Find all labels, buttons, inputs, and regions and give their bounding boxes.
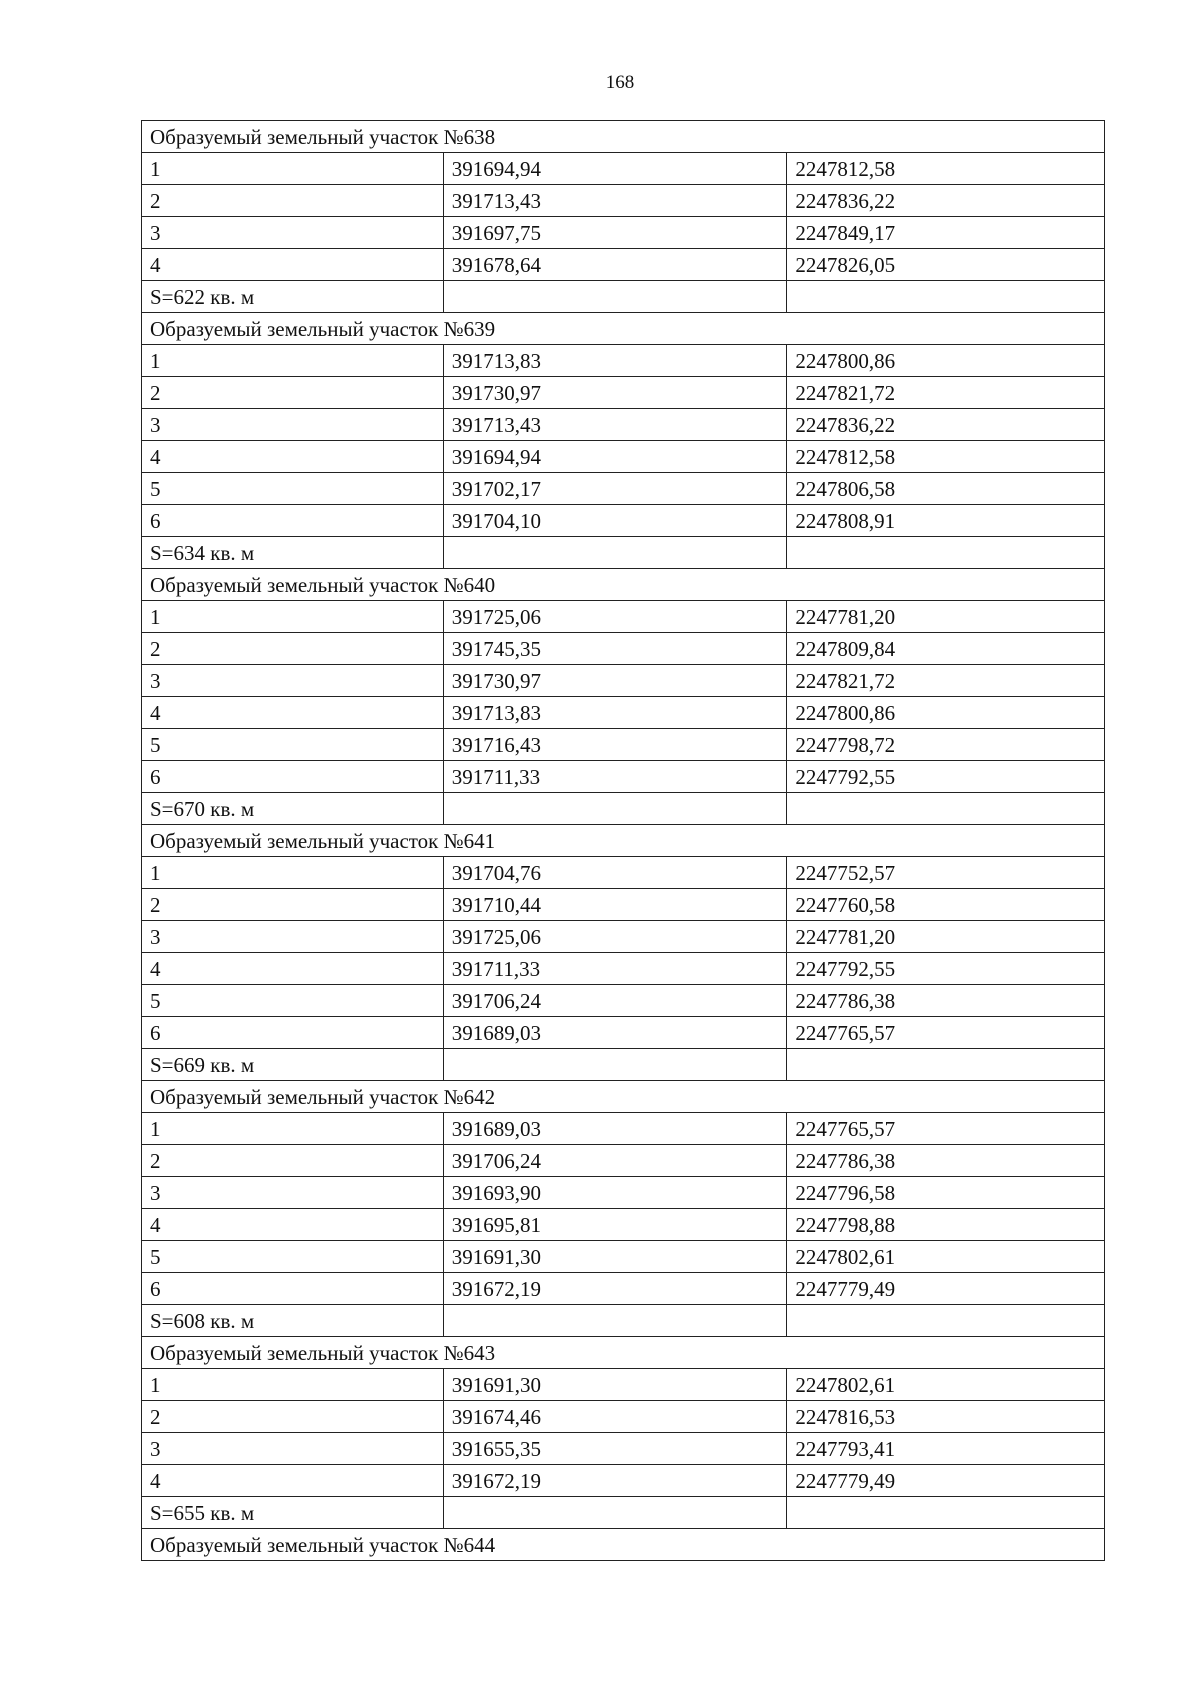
empty-cell xyxy=(787,1497,1105,1529)
parcel-title-row xyxy=(142,1529,1105,1561)
point-number-cell: 3 xyxy=(142,665,444,697)
point-row xyxy=(142,1113,1105,1145)
x-coordinate-cell: 391706,24 xyxy=(443,985,787,1017)
y-coordinate-cell: 2247849,17 xyxy=(787,217,1105,249)
x-coordinate-cell: 391711,33 xyxy=(443,953,787,985)
parcel-title-row xyxy=(142,121,1105,153)
x-coordinate-cell: 391689,03 xyxy=(443,1017,787,1049)
point-row xyxy=(142,217,1105,249)
parcel-title-row xyxy=(142,1337,1105,1369)
parcel-title-row xyxy=(142,825,1105,857)
y-coordinate-cell: 2247796,58 xyxy=(787,1177,1105,1209)
point-row xyxy=(142,249,1105,281)
point-row xyxy=(142,1241,1105,1273)
point-number-cell: 2 xyxy=(142,377,444,409)
point-number-cell: 5 xyxy=(142,729,444,761)
area-cell: S=669 кв. м xyxy=(142,1049,444,1081)
point-row xyxy=(142,1209,1105,1241)
point-row xyxy=(142,921,1105,953)
point-row xyxy=(142,473,1105,505)
x-coordinate-cell: 391672,19 xyxy=(443,1273,787,1305)
point-number-cell: 4 xyxy=(142,249,444,281)
x-coordinate-cell: 391655,35 xyxy=(443,1433,787,1465)
x-coordinate-cell: 391702,17 xyxy=(443,473,787,505)
point-number-cell: 3 xyxy=(142,1177,444,1209)
point-row xyxy=(142,633,1105,665)
y-coordinate-cell: 2247809,84 xyxy=(787,633,1105,665)
point-number-cell: 4 xyxy=(142,697,444,729)
point-number-cell: 2 xyxy=(142,1401,444,1433)
point-number-cell: 3 xyxy=(142,217,444,249)
point-row xyxy=(142,505,1105,537)
point-number-cell: 1 xyxy=(142,1113,444,1145)
point-row xyxy=(142,185,1105,217)
point-row xyxy=(142,697,1105,729)
y-coordinate-cell: 2247812,58 xyxy=(787,441,1105,473)
empty-cell xyxy=(443,1305,787,1337)
x-coordinate-cell: 391745,35 xyxy=(443,633,787,665)
y-coordinate-cell: 2247779,49 xyxy=(787,1273,1105,1305)
y-coordinate-cell: 2247806,58 xyxy=(787,473,1105,505)
point-number-cell: 3 xyxy=(142,1433,444,1465)
empty-cell xyxy=(787,537,1105,569)
point-number-cell: 6 xyxy=(142,505,444,537)
empty-cell xyxy=(443,1497,787,1529)
point-number-cell: 2 xyxy=(142,889,444,921)
point-number-cell: 1 xyxy=(142,857,444,889)
point-number-cell: 4 xyxy=(142,953,444,985)
y-coordinate-cell: 2247826,05 xyxy=(787,249,1105,281)
empty-cell xyxy=(787,1049,1105,1081)
empty-cell xyxy=(443,537,787,569)
point-row xyxy=(142,441,1105,473)
y-coordinate-cell: 2247812,58 xyxy=(787,153,1105,185)
area-cell: S=655 кв. м xyxy=(142,1497,444,1529)
point-row xyxy=(142,761,1105,793)
y-coordinate-cell: 2247781,20 xyxy=(787,921,1105,953)
area-row xyxy=(142,281,1105,313)
y-coordinate-cell: 2247765,57 xyxy=(787,1113,1105,1145)
parcel-title-row xyxy=(142,1081,1105,1113)
point-number-cell: 6 xyxy=(142,1017,444,1049)
empty-cell xyxy=(443,793,787,825)
y-coordinate-cell: 2247802,61 xyxy=(787,1241,1105,1273)
empty-cell xyxy=(443,281,787,313)
point-row xyxy=(142,729,1105,761)
point-row xyxy=(142,377,1105,409)
point-row xyxy=(142,1465,1105,1497)
point-row xyxy=(142,1401,1105,1433)
x-coordinate-cell: 391713,83 xyxy=(443,697,787,729)
y-coordinate-cell: 2247798,88 xyxy=(787,1209,1105,1241)
x-coordinate-cell: 391716,43 xyxy=(443,729,787,761)
point-row xyxy=(142,345,1105,377)
point-number-cell: 5 xyxy=(142,985,444,1017)
point-row xyxy=(142,153,1105,185)
point-row xyxy=(142,857,1105,889)
empty-cell xyxy=(787,793,1105,825)
x-coordinate-cell: 391697,75 xyxy=(443,217,787,249)
point-number-cell: 2 xyxy=(142,633,444,665)
point-number-cell: 2 xyxy=(142,185,444,217)
x-coordinate-cell: 391704,10 xyxy=(443,505,787,537)
x-coordinate-cell: 391691,30 xyxy=(443,1241,787,1273)
y-coordinate-cell: 2247836,22 xyxy=(787,185,1105,217)
parcel-title: Образуемый земельный участок №643 xyxy=(142,1337,1105,1369)
point-number-cell: 2 xyxy=(142,1145,444,1177)
y-coordinate-cell: 2247760,58 xyxy=(787,889,1105,921)
x-coordinate-cell: 391711,33 xyxy=(443,761,787,793)
point-row xyxy=(142,409,1105,441)
parcel-title-row xyxy=(142,569,1105,601)
point-number-cell: 5 xyxy=(142,1241,444,1273)
y-coordinate-cell: 2247808,91 xyxy=(787,505,1105,537)
empty-cell xyxy=(787,281,1105,313)
area-cell: S=622 кв. м xyxy=(142,281,444,313)
point-number-cell: 4 xyxy=(142,441,444,473)
y-coordinate-cell: 2247752,57 xyxy=(787,857,1105,889)
x-coordinate-cell: 391730,97 xyxy=(443,377,787,409)
x-coordinate-cell: 391691,30 xyxy=(443,1369,787,1401)
y-coordinate-cell: 2247792,55 xyxy=(787,761,1105,793)
y-coordinate-cell: 2247786,38 xyxy=(787,1145,1105,1177)
y-coordinate-cell: 2247802,61 xyxy=(787,1369,1105,1401)
x-coordinate-cell: 391725,06 xyxy=(443,601,787,633)
y-coordinate-cell: 2247798,72 xyxy=(787,729,1105,761)
x-coordinate-cell: 391694,94 xyxy=(443,153,787,185)
x-coordinate-cell: 391689,03 xyxy=(443,1113,787,1145)
parcel-title: Образуемый земельный участок №642 xyxy=(142,1081,1105,1113)
x-coordinate-cell: 391694,94 xyxy=(443,441,787,473)
y-coordinate-cell: 2247792,55 xyxy=(787,953,1105,985)
point-number-cell: 4 xyxy=(142,1209,444,1241)
area-row xyxy=(142,1049,1105,1081)
point-row xyxy=(142,1145,1105,1177)
parcel-title: Образуемый земельный участок №638 xyxy=(142,121,1105,153)
x-coordinate-cell: 391713,43 xyxy=(443,409,787,441)
point-number-cell: 4 xyxy=(142,1465,444,1497)
x-coordinate-cell: 391678,64 xyxy=(443,249,787,281)
y-coordinate-cell: 2247786,38 xyxy=(787,985,1105,1017)
coordinates-table xyxy=(141,120,1105,1561)
parcel-title: Образуемый земельный участок №644 xyxy=(142,1529,1105,1561)
point-number-cell: 3 xyxy=(142,921,444,953)
area-cell: S=608 кв. м xyxy=(142,1305,444,1337)
parcel-title: Образуемый земельный участок №640 xyxy=(142,569,1105,601)
x-coordinate-cell: 391704,76 xyxy=(443,857,787,889)
area-row xyxy=(142,537,1105,569)
point-number-cell: 6 xyxy=(142,761,444,793)
y-coordinate-cell: 2247765,57 xyxy=(787,1017,1105,1049)
x-coordinate-cell: 391713,83 xyxy=(443,345,787,377)
x-coordinate-cell: 391725,06 xyxy=(443,921,787,953)
y-coordinate-cell: 2247816,53 xyxy=(787,1401,1105,1433)
point-row xyxy=(142,665,1105,697)
coordinates-table-body xyxy=(142,121,1105,1561)
point-number-cell: 1 xyxy=(142,1369,444,1401)
parcel-title: Образуемый земельный участок №641 xyxy=(142,825,1105,857)
point-row xyxy=(142,601,1105,633)
point-number-cell: 1 xyxy=(142,345,444,377)
x-coordinate-cell: 391713,43 xyxy=(443,185,787,217)
point-row xyxy=(142,1433,1105,1465)
area-cell: S=670 кв. м xyxy=(142,793,444,825)
point-row xyxy=(142,985,1105,1017)
point-number-cell: 1 xyxy=(142,601,444,633)
y-coordinate-cell: 2247800,86 xyxy=(787,697,1105,729)
point-row xyxy=(142,1017,1105,1049)
y-coordinate-cell: 2247821,72 xyxy=(787,377,1105,409)
area-cell: S=634 кв. м xyxy=(142,537,444,569)
y-coordinate-cell: 2247779,49 xyxy=(787,1465,1105,1497)
point-row xyxy=(142,1273,1105,1305)
area-row xyxy=(142,1305,1105,1337)
point-number-cell: 3 xyxy=(142,409,444,441)
empty-cell xyxy=(787,1305,1105,1337)
y-coordinate-cell: 2247793,41 xyxy=(787,1433,1105,1465)
y-coordinate-cell: 2247821,72 xyxy=(787,665,1105,697)
page-number: 168 xyxy=(605,72,635,93)
x-coordinate-cell: 391693,90 xyxy=(443,1177,787,1209)
x-coordinate-cell: 391730,97 xyxy=(443,665,787,697)
point-row xyxy=(142,889,1105,921)
parcel-title: Образуемый земельный участок №639 xyxy=(142,313,1105,345)
area-row xyxy=(142,1497,1105,1529)
area-row xyxy=(142,793,1105,825)
x-coordinate-cell: 391674,46 xyxy=(443,1401,787,1433)
y-coordinate-cell: 2247800,86 xyxy=(787,345,1105,377)
y-coordinate-cell: 2247781,20 xyxy=(787,601,1105,633)
empty-cell xyxy=(443,1049,787,1081)
point-row xyxy=(142,1177,1105,1209)
y-coordinate-cell: 2247836,22 xyxy=(787,409,1105,441)
x-coordinate-cell: 391672,19 xyxy=(443,1465,787,1497)
x-coordinate-cell: 391710,44 xyxy=(443,889,787,921)
x-coordinate-cell: 391695,81 xyxy=(443,1209,787,1241)
point-number-cell: 1 xyxy=(142,153,444,185)
point-row xyxy=(142,1369,1105,1401)
x-coordinate-cell: 391706,24 xyxy=(443,1145,787,1177)
point-row xyxy=(142,953,1105,985)
parcel-title-row xyxy=(142,313,1105,345)
point-number-cell: 5 xyxy=(142,473,444,505)
point-number-cell: 6 xyxy=(142,1273,444,1305)
